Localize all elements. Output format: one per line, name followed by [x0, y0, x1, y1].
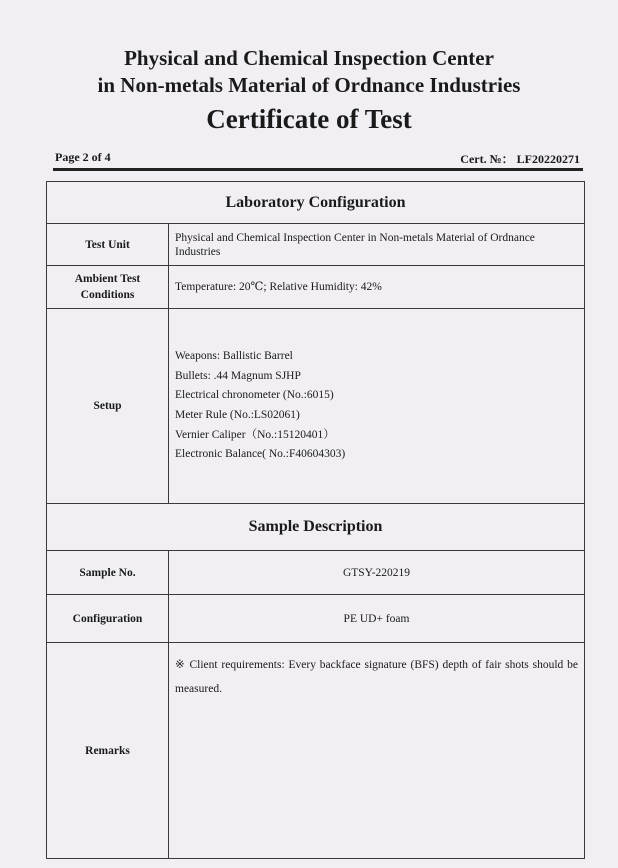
setup-item: Electrical chronometer (No.:6015): [175, 389, 334, 402]
configuration-label: Configuration: [47, 595, 169, 643]
test-unit-row: [47, 224, 585, 266]
ambient-label: [47, 266, 169, 309]
organization-name-line1: Physical and Chemical Inspection Center: [124, 46, 494, 70]
header-divider: [53, 168, 583, 171]
certificate-title: Certificate of Test: [206, 104, 412, 134]
remarks-row: [47, 643, 585, 859]
certificate-table: [46, 181, 585, 859]
setup-label: Setup: [47, 309, 169, 504]
configuration-value: PE UD+ foam: [169, 595, 585, 643]
sample-heading: Sample Description: [47, 504, 585, 551]
ambient-row: [47, 266, 585, 309]
ambient-value: Temperature: 20℃; Relative Humidity: 42%: [169, 266, 585, 309]
remarks-value: ※ Client requirements: Every backface signature (BFS) depth of fair shots should be measured.: [169, 643, 585, 859]
setup-item: Weapons: Ballistic Barrel: [175, 350, 293, 363]
organization-name-line2: in Non-metals Material of Ordnance Industries: [97, 73, 521, 97]
test-unit-value: Physical and Chemical Inspection Center in Non-metals Material of Ordnance Industries: [169, 224, 585, 266]
lab-config-heading: Laboratory Configuration: [47, 182, 585, 224]
sample-no-value: GTSY-220219: [169, 551, 585, 595]
configuration-row: [47, 595, 585, 643]
setup-item: Bullets: .44 Magnum SJHP: [175, 369, 301, 382]
certificate-number: Cert. №： LF20220271: [460, 152, 580, 166]
ambient-label-line1: Ambient Test: [74, 273, 141, 285]
setup-item: Electronic Balance( No.:F40604303): [175, 448, 346, 461]
sample-no-row: [47, 551, 585, 595]
ambient-label-line2: Conditions: [80, 289, 135, 301]
setup-item: Meter Rule (No.:LS02061): [175, 409, 300, 421]
sample-no-label: Sample No.: [47, 551, 169, 595]
test-unit-label: Test Unit: [47, 224, 169, 266]
sample-heading-row: [47, 504, 585, 551]
setup-list: [169, 309, 585, 504]
setup-row: [47, 309, 585, 504]
page-number: Page 2 of 4: [55, 150, 111, 164]
setup-item: Vernier Caliper（No.:15120401）: [175, 428, 335, 441]
remarks-label: Remarks: [47, 643, 169, 859]
lab-config-heading-row: [47, 182, 585, 224]
